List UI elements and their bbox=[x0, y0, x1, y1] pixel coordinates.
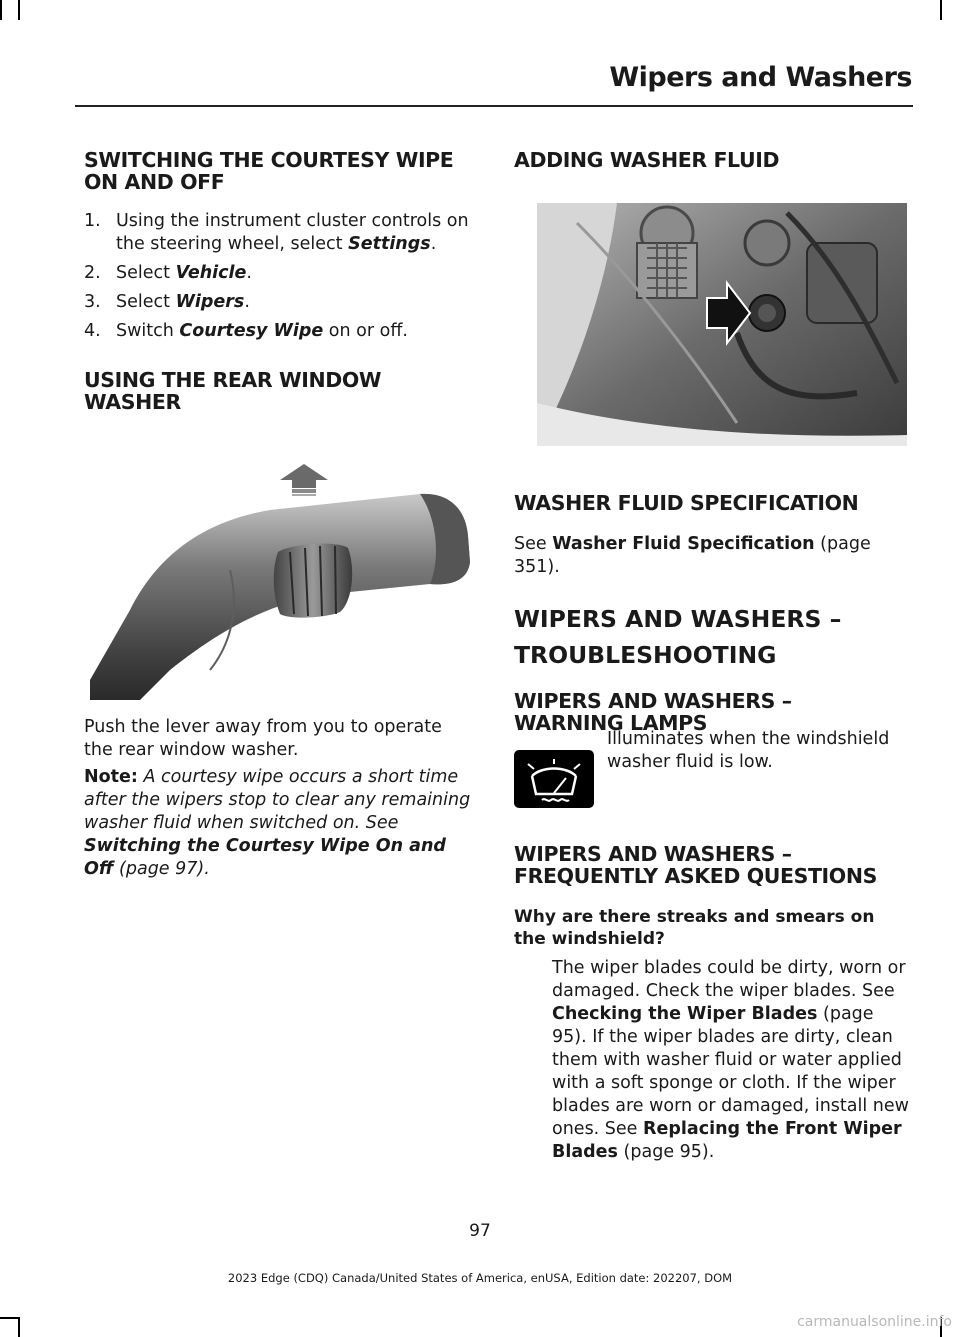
heading-line: USING THE REAR WINDOW bbox=[84, 368, 382, 392]
page-ref: (page 95). bbox=[623, 1142, 715, 1162]
heading-line: WASHER bbox=[84, 390, 181, 414]
rear-washer-text: Push the lever away from you to operate the rear window washer. bbox=[84, 717, 442, 760]
courtesy-steps-list bbox=[84, 210, 476, 349]
list-item bbox=[84, 262, 476, 285]
washer-fluid-spec-heading: WASHER FLUID SPECIFICATION bbox=[514, 491, 859, 515]
step-emphasis: Settings bbox=[348, 234, 431, 254]
engine-bay-washer-reservoir-photo bbox=[537, 203, 907, 446]
list-item bbox=[84, 210, 476, 256]
step-number: 3. bbox=[84, 292, 101, 312]
step-emphasis: Courtesy Wipe bbox=[179, 321, 324, 341]
step-text: . bbox=[246, 263, 252, 283]
faq-question: Why are there streaks and smears on the windshield? bbox=[514, 907, 875, 949]
step-text: Switch bbox=[116, 321, 180, 341]
step-number: 4. bbox=[84, 321, 101, 341]
step-number: 1. bbox=[84, 211, 101, 231]
note-label: Note: bbox=[84, 767, 138, 787]
step-text: . bbox=[244, 292, 250, 312]
heading-line: WIPERS AND WASHERS – bbox=[514, 842, 792, 866]
courtesy-wipe-heading bbox=[84, 149, 484, 193]
crop-mark bbox=[0, 0, 2, 20]
step-text: . bbox=[430, 234, 437, 254]
watermark: carmanualsonline.info bbox=[797, 1314, 952, 1330]
washer-fluid-spec-text bbox=[514, 533, 909, 579]
replacing-wiper-blades-link[interactable]: Replacing the Front Wiper Blades bbox=[552, 1119, 902, 1162]
step-text: on or off. bbox=[323, 321, 408, 341]
checking-wiper-blades-link[interactable]: Checking the Wiper Blades bbox=[552, 1004, 818, 1024]
heading-line: SWITCHING THE COURTESY WIPE bbox=[84, 148, 454, 172]
heading-line: WIPERS AND WASHERS – bbox=[514, 605, 842, 633]
page-title: Wipers and Washers bbox=[609, 62, 912, 93]
step-text: Using the instrument cluster controls on the steering wheel, select bbox=[116, 211, 469, 254]
step-text: Select bbox=[116, 292, 176, 312]
washer-fluid-low-icon bbox=[514, 750, 594, 808]
wiper-lever-illustration bbox=[90, 460, 476, 700]
crop-mark bbox=[18, 0, 20, 20]
heading-line: FREQUENTLY ASKED QUESTIONS bbox=[514, 864, 877, 888]
step-emphasis: Vehicle bbox=[175, 263, 247, 283]
page-ref: (page 351). bbox=[514, 534, 871, 577]
list-item bbox=[84, 291, 476, 314]
rear-washer-heading bbox=[84, 369, 484, 413]
see-text: See bbox=[514, 534, 547, 554]
answer-text: (page 95). If the wiper blades are dirty, clean them with washer fluid or water applied with a soft sponge or cloth. If the wiper blades are worn or damaged, install new ones. See bbox=[552, 1004, 909, 1139]
step-text: Select bbox=[116, 263, 176, 283]
step-emphasis: Wipers bbox=[175, 292, 245, 312]
heading-line: WARNING LAMPS bbox=[514, 711, 708, 735]
crop-mark bbox=[0, 1317, 20, 1319]
page-number: 97 bbox=[469, 1221, 491, 1241]
faq-answer bbox=[552, 957, 909, 1164]
edition-info: 2023 Edge (CDQ) Canada/United States of America, enUSA, Edition date: 202207, DOM bbox=[227, 1271, 733, 1285]
adding-washer-fluid-heading: ADDING WASHER FLUID bbox=[514, 148, 780, 172]
note-text: A courtesy wipe occurs a short time after the wipers stop to clear any remaining washer fluid when switched on. See bbox=[84, 767, 471, 833]
note-link[interactable]: Switching the Courtesy Wipe On and Off bbox=[84, 836, 446, 879]
washer-fluid-spec-link[interactable]: Washer Fluid Specification bbox=[552, 534, 815, 554]
header-divider bbox=[75, 105, 913, 107]
note-page-ref: (page 97). bbox=[119, 859, 210, 879]
troubleshooting-heading bbox=[514, 605, 909, 670]
list-item bbox=[84, 320, 476, 343]
faq-heading bbox=[514, 843, 914, 887]
step-number: 2. bbox=[84, 263, 101, 283]
courtesy-note bbox=[84, 766, 478, 881]
heading-line: ON AND OFF bbox=[84, 170, 225, 194]
answer-text: The wiper blades could be dirty, worn or damaged. Check the wiper blades. See bbox=[552, 958, 906, 1001]
crop-mark bbox=[940, 0, 942, 20]
heading-line: WIPERS AND WASHERS – bbox=[514, 689, 792, 713]
warning-lamp-text: Illuminates when the windshield washer fluid is low. bbox=[607, 729, 890, 772]
heading-line: TROUBLESHOOTING bbox=[514, 641, 777, 669]
crop-mark bbox=[18, 1317, 20, 1337]
